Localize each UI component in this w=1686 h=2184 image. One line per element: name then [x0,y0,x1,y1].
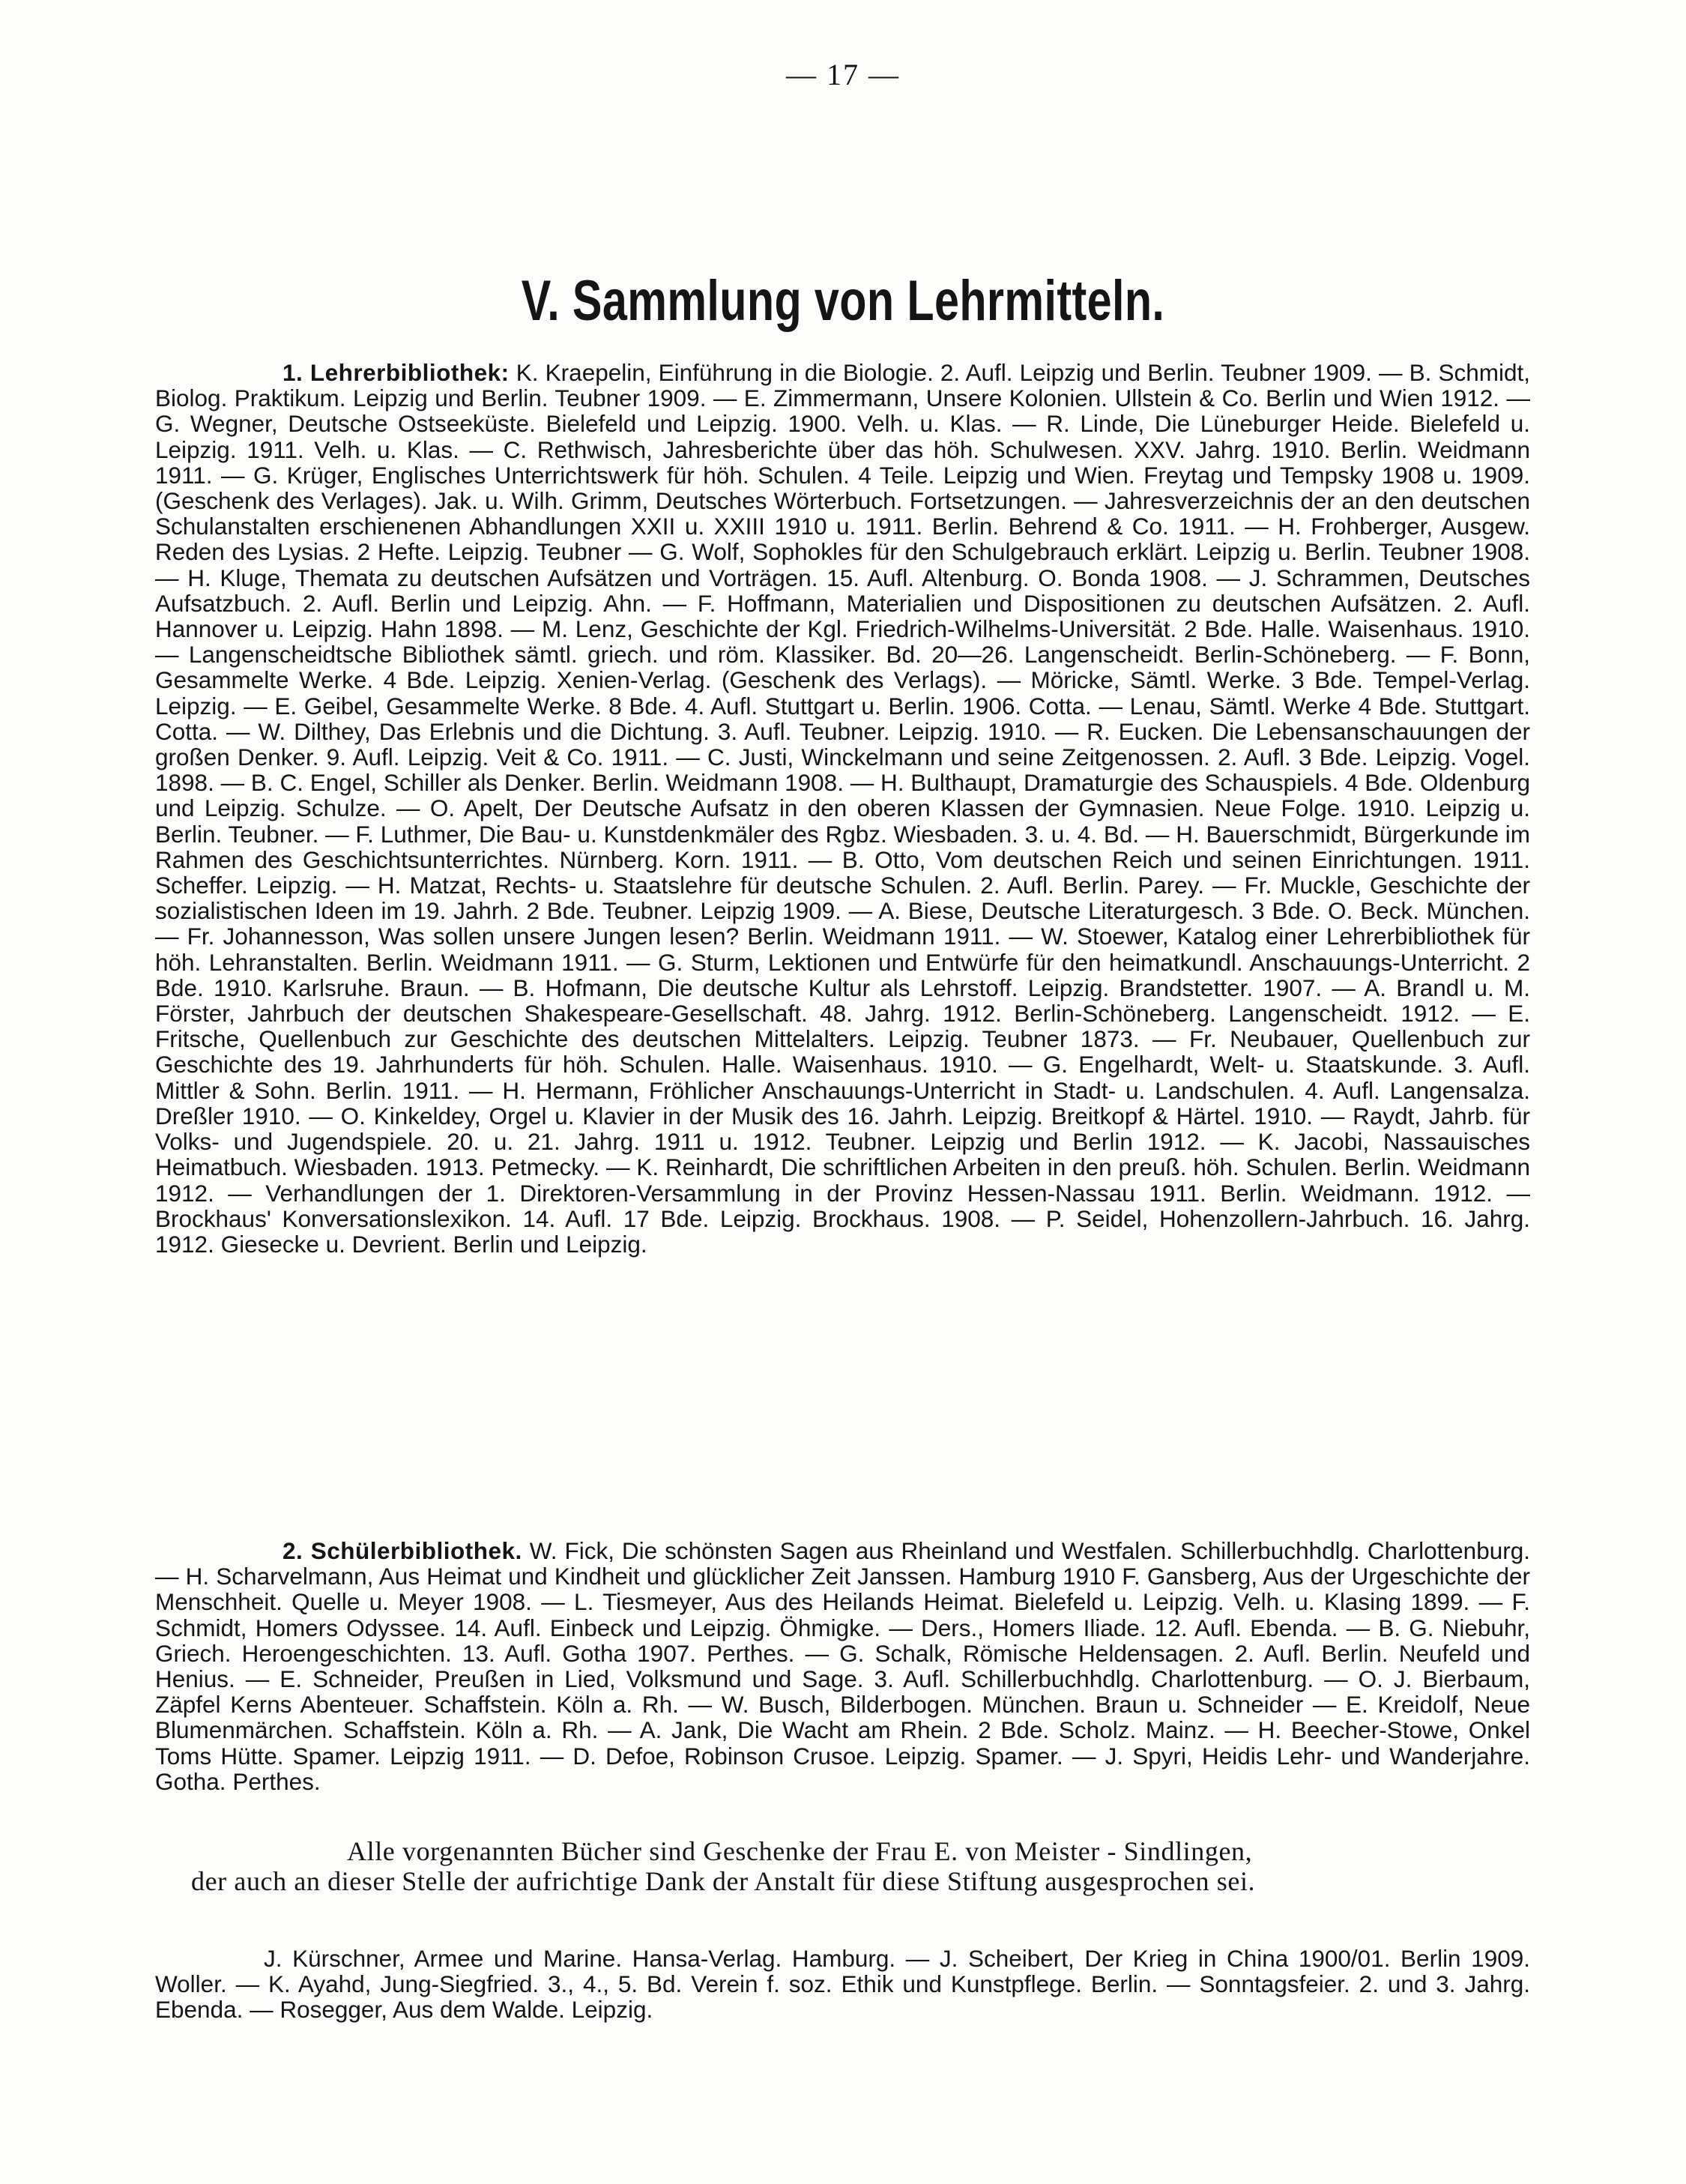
section-heading: V. Sammlung von Lehrmitteln. [521,269,1165,333]
dedication-line-1: Alle vorgenannten Bücher sind Geschenke der Frau E. von Meister - Sindlingen, [347,1836,1253,1866]
student-library-text: W. Fick, Die schönsten Sagen aus Rheinland und Westfalen. Schillerbuchhdlg. Charlottenburg. — H. Scharvelmann, Aus Heimat und Kindheit und glücklicher Zeit Janssen. Hamburg 1910 F. Gansberg, Aus der Urgeschichte der Menschheit. Quelle u. Meyer 1908. — L. Tiesmeyer, Aus des Heilands Heimat. Bielefeld u. Leipzig. Velh. u. Klasing 1899. — F. Schmidt, Homers Odyssee. 14. Aufl. Einbeck und Leipzig. Öhmigke. — Ders., Homers Iliade. 12. Aufl. Ebenda. — B. G. Niebuhr, Griech. Heroengeschichten. 13. Aufl. Gotha 1907. Perthes. — G. Schalk, Römische Heldensagen. 2. Aufl. Berlin. Neufeld und Henius. — E. Schneider, Preußen in Lied, Volksmund und Sage. 3. Aufl. Schillerbuchhdlg. Charlottenburg. — O. J. Bierbaum, Zäpfel Kerns Abenteuer. Schaffstein. Köln a. Rh. — W. Busch, Bilderbogen. München. Braun u. Schneider — E. Kreidolf, Neue Blumenmärchen. Schaffstein. Köln a. Rh. — A. Jank, Die Wacht am Rhein. 2 Bde. Scholz. Mainz. — H. Beecher-Stowe, Onkel Toms Hütte. Spamer. Leipzig 1911. — D. Defoe, Robinson Crusoe. Leipzig. Spamer. — J. Spyri, Heidis Lehr- und Wanderjahre. Gotha. Perthes. [155,1537,1530,1795]
student-library-paragraph [155,1538,1530,1794]
student-library-label: 2. Schülerbibliothek. [282,1537,522,1564]
teacher-library-text: K. Kraepelin, Einführung in die Biologie. 2. Aufl. Leipzig und Berlin. Teubner 1909. — B. Schmidt, Biolog. Praktikum. Leipzig und Berlin. Teubner 1909. — E. Zimmermann, Unsere Kolonien. Ullstein & Co. Berlin und Wien 1912. — G. Wegner, Deutsche Ostseeküste. Bielefeld und Leipzig. 1900. Velh. u. Klas. — R. Linde, Die Lüneburger Heide. Bielefeld u. Leipzig. 1911. Velh. u. Klas. — C. Rethwisch, Jahresberichte über das höh. Schulwesen. XXV. Jahrg. 1910. Berlin. Weidmann 1911. — G. Krüger, Englisches Unterrichtswerk für höh. Schulen. 4 Teile. Leipzig und Wien. Freytag und Tempsky 1908 u. 1909. (Geschenk des Verlages). Jak. u. Wilh. Grimm, Deutsches Wörterbuch. Fortsetzungen. — Jahresverzeichnis der an den deutschen Schulanstalten erschienenen Abhandlungen XXII u. XXIII 1910 u. 1911. Berlin. Behrend & Co. 1911. — H. Frohberger, Ausgew. Reden des Lysias. 2 Hefte. Leipzig. Teubner — G. Wolf, Sophokles für den Schulgebrauch erklärt. Leipzig u. Berlin. Teubner 1908. — H. Kluge, Themata zu deutschen Aufsätzen und Vorträgen. 15. Aufl. Altenburg. O. Bonda 1908. — J. Schrammen, Deutsches Aufsatzbuch. 2. Aufl. Berlin und Leipzig. Ahn. — F. Hoffmann, Materialien und Dispositionen zu deutschen Aufsätzen. 2. Aufl. Hannover u. Leipzig. Hahn 1898. — M. Lenz, Geschichte der Kgl. Friedrich-Wilhelms-Universität. 2 Bde. Halle. Waisenhaus. 1910. — Langenscheidtsche Bibliothek sämtl. griech. und röm. Klassiker. Bd. 20—26. Langenscheidt. Berlin-Schöneberg. — F. Bonn, Gesammelte Werke. 4 Bde. Leipzig. Xenien-Verlag. (Geschenk des Verlags). — Möricke, Sämtl. Werke. 3 Bde. Tempel-Verlag. Leipzig. — E. Geibel, Gesammelte Werke. 8 Bde. 4. Aufl. Stuttgart u. Berlin. 1906. Cotta. — Lenau, Sämtl. Werke 4 Bde. Stuttgart. Cotta. — W. Dilthey, Das Erlebnis und die Dichtung. 3. Aufl. Teubner. Leipzig. 1910. — R. Eucken. Die Lebensanschauungen der großen Denker. 9. Aufl. Leipzig. Veit & Co. 1911. — C. Justi, Winckelmann und seine Zeitgenossen. 2. Aufl. 3 Bde. Leipzig. Vogel. 1898. — B. C. Engel, Schiller als Denker. Berlin. Weidmann 1908. — H. Bulthaupt, Dramaturgie des Schauspiels. 4 Bde. Oldenburg und Leipzig. Schulze. — O. Apelt, Der Deutsche Aufsatz in den oberen Klassen der Gymnasien. Neue Folge. 1910. Leipzig u. Berlin. Teubner. — F. Luthmer, Die Bau- u. Kunstdenkmäler des Rgbz. Wiesbaden. 3. u. 4. Bd. — H. Bauerschmidt, Bürgerkunde im Rahmen des Geschichtsunterrichtes. Nürnberg. Korn. 1911. — B. Otto, Vom deutschen Reich und seinen Einrichtungen. 1911. Scheffer. Leipzig. — H. Matzat, Rechts- u. Staatslehre für deutsche Schulen. 2. Aufl. Berlin. Parey. — Fr. Muckle, Geschichte der sozialistischen Ideen im 19. Jahrh. 2 Bde. Teubner. Leipzig 1909. — A. Biese, Deutsche Literaturgesch. 3 Bde. O. Beck. München. — Fr. Johannesson, Was sollen unsere Jungen lesen? Berlin. Weidmann 1911. — W. Stoewer, Katalog einer Lehrerbibliothek für höh. Lehranstalten. Berlin. Weidmann 1911. — G. Sturm, Lektionen und Entwürfe für den heimatkundl. Anschauungs-Unterricht. 2 Bde. 1910. Karlsruhe. Braun. — B. Hofmann, Die deutsche Kultur als Lehrstoff. Leipzig. Brandstetter. 1907. — A. Brandl u. M. Förster, Jahrbuch der deutschen Shakespeare-Gesellschaft. 48. Jahrg. 1912. Berlin-Schöneberg. Langenscheidt. 1912. — E. Fritsche, Quellenbuch zur Geschichte des deutschen Mittelalters. Leipzig. Teubner 1873. — Fr. Neubauer, Quellenbuch zur Geschichte des 19. Jahrhunderts für höh. Schulen. Halle. Waisenhaus. 1910. — G. Engelhardt, Welt- u. Staatskunde. 3. Aufl. Mittler & Sohn. Berlin. 1911. — H. Hermann, Fröhlicher Anschauungs-Unterricht in Stadt- u. Landschulen. 4. Aufl. Langensalza. Dreßler 1910. — O. Kinkeldey, Orgel u. Klavier in der Musik des 16. Jahrh. Leipzig. Breitkopf & Härtel. 1910. — Raydt, Jahrb. für Volks- und Jugendspiele. 20. u. 21. Jahrg. 1911 u. 1912. Teubner. Leipzig und Berlin 1912. — K. Jacobi, Nassauisches Heimatbuch. Wiesbaden. 1913. Petmecky. — K. Reinhardt, Die schriftlichen Arbeiten in den preuß. höh. Schulen. Berlin. Weidmann 1912. — Verhandlungen der 1. Direktoren-Versammlung in der Provinz Hessen-Nassau 1911. Berlin. Weidmann. 1912. — Brockhaus' Konversationslexikon. 14. Aufl. 17 Bde. Leipzig. Brockhaus. 1908. — P. Seidel, Hohenzollern-Jahrbuch. 16. Jahrg. 1912. Giesecke u. Devrient. Berlin und Leipzig. [155,359,1530,1258]
page-number: — 17 — [786,58,900,91]
dedication-note [155,1836,1530,1896]
dedication-continuation: der auch an dieser Stelle der aufrichtige Dank der Anstalt für diese Stiftung ausgesprochen sei. [191,1866,1256,1896]
additional-books-text: J. Kürschner, Armee und Marine. Hansa-Verlag. Hamburg. — J. Scheibert, Der Krieg in China 1900/01. Berlin 1909. Woller. — K. Ayahd, Jung-Siegfried. 3., 4., 5. Bd. Verein f. soz. Ethik und Kunstpflege. Berlin. — Sonntagsfeier. 2. und 3. Jahrg. Ebenda. — Rosegger, Aus dem Walde. Leipzig. [155,1945,1530,2024]
teacher-library-label: 1. Lehrerbibliothek: [282,359,510,386]
additional-books-paragraph [155,1946,1530,2023]
teacher-library-paragraph [155,360,1530,1257]
